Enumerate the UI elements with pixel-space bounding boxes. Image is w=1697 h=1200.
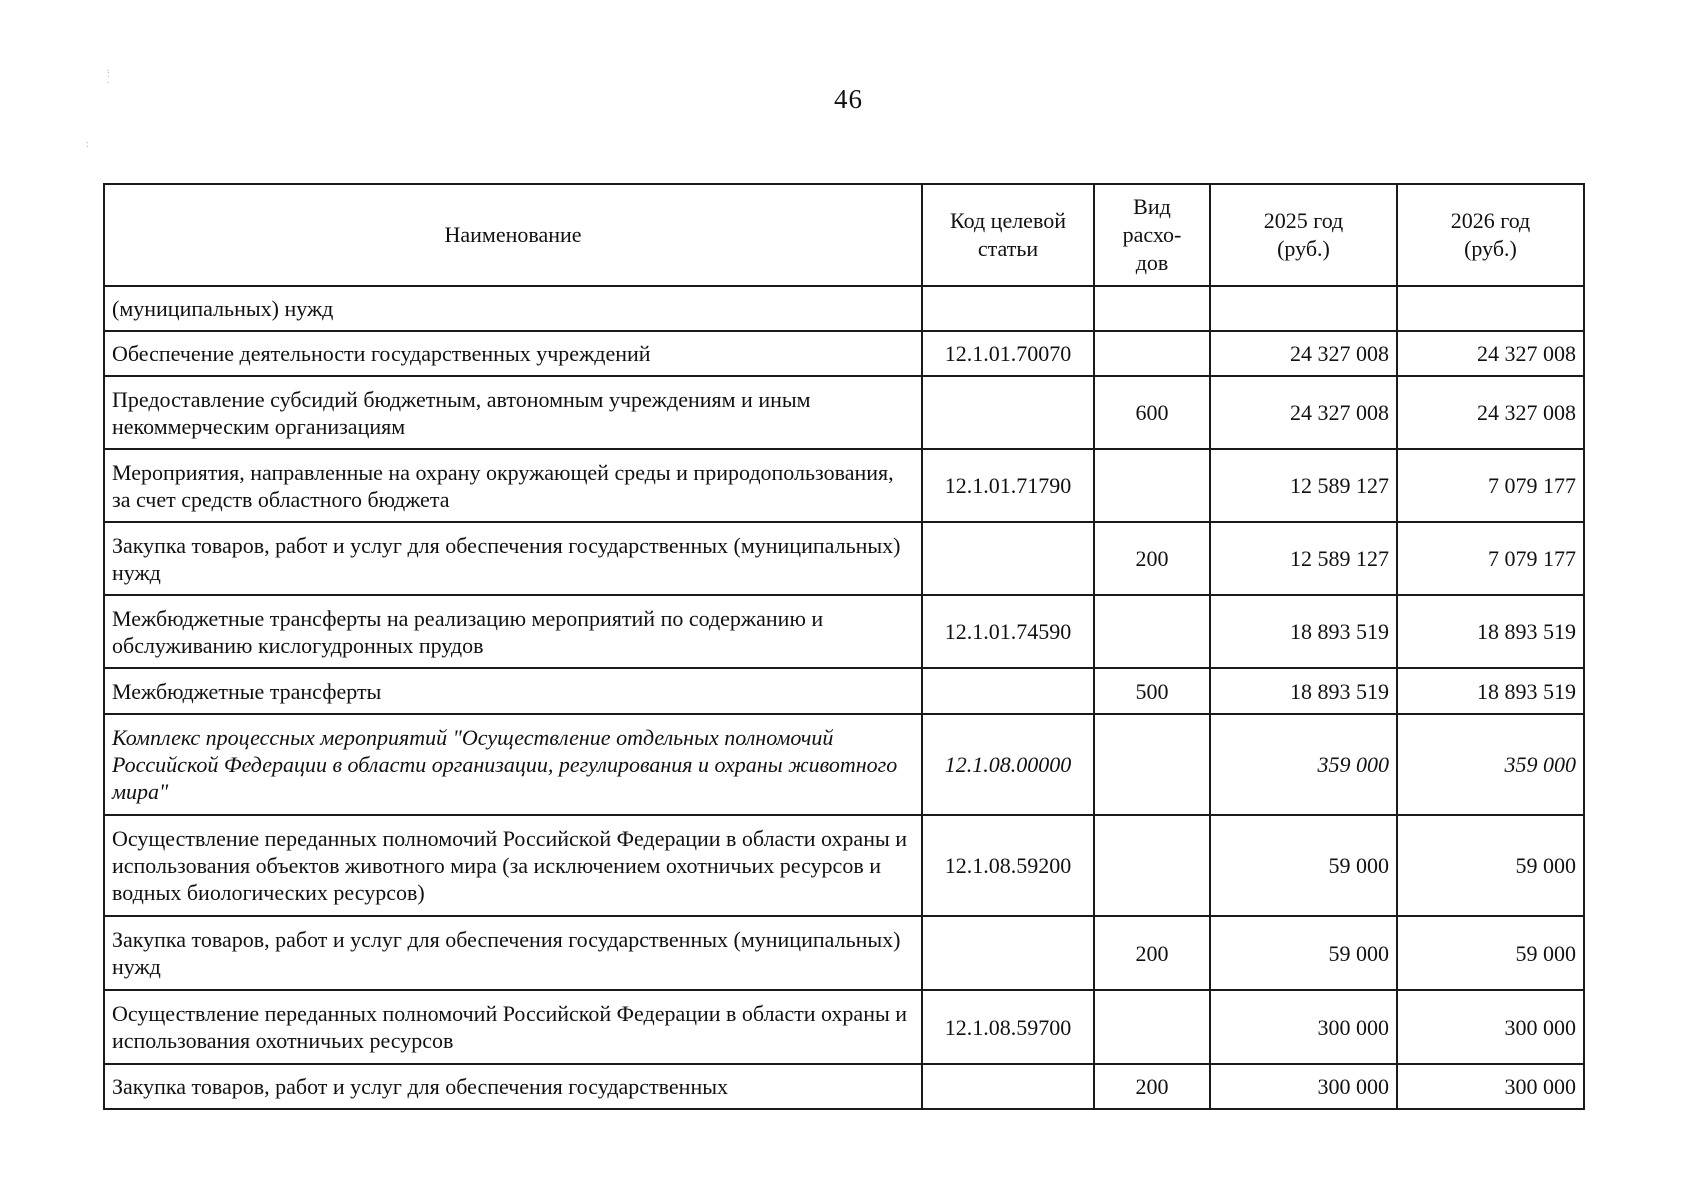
row-2026: 7 079 177 [1397, 522, 1584, 595]
row-2025: 24 327 008 [1210, 331, 1397, 376]
header-code: Код целевой статьи [922, 184, 1094, 286]
row-2025: 18 893 519 [1210, 668, 1397, 714]
table-row [104, 916, 1584, 990]
table-row [104, 714, 1584, 815]
row-name: Осуществление переданных полномочий Российской Федерации в области охраны и использования охотничьих ресурсов [104, 990, 922, 1064]
row-name: (муниципальных) нужд [104, 286, 922, 331]
row-name: Межбюджетные трансферты [104, 668, 922, 714]
row-code [922, 522, 1094, 595]
row-2025: 359 000 [1210, 714, 1397, 815]
row-2025 [1210, 286, 1397, 331]
budget-table [103, 183, 1585, 1110]
row-code: 12.1.08.59200 [922, 815, 1094, 916]
header-name: Наименование [104, 184, 922, 286]
header-2026: 2026 год (руб.) [1397, 184, 1584, 286]
page-number: 46 [834, 84, 863, 114]
row-2025: 300 000 [1210, 990, 1397, 1064]
row-kind [1094, 714, 1210, 815]
row-kind: 200 [1094, 916, 1210, 990]
row-2025: 18 893 519 [1210, 595, 1397, 668]
row-code: 12.1.08.00000 [922, 714, 1094, 815]
row-2026: 300 000 [1397, 990, 1584, 1064]
row-2026: 359 000 [1397, 714, 1584, 815]
row-kind [1094, 815, 1210, 916]
header-kind: Вид расхо- дов [1094, 184, 1210, 286]
row-name: Осуществление переданных полномочий Российской Федерации в области охраны и использования объектов животного мира (за исключением охотничьих ресурсов и водных биологических ресурсов) [104, 815, 922, 916]
table-row [104, 990, 1584, 1064]
row-2025: 59 000 [1210, 916, 1397, 990]
row-2026: 24 327 008 [1397, 376, 1584, 449]
table-row [104, 376, 1584, 449]
row-name: Закупка товаров, работ и услуг для обеспечения государственных (муниципальных) нужд [104, 522, 922, 595]
scan-artifact: : [86, 139, 89, 150]
row-code [922, 1064, 1094, 1109]
row-2026: 59 000 [1397, 916, 1584, 990]
table-row [104, 449, 1584, 522]
row-2026: 59 000 [1397, 815, 1584, 916]
row-2025: 24 327 008 [1210, 376, 1397, 449]
row-kind [1094, 331, 1210, 376]
row-2026 [1397, 286, 1584, 331]
row-name: Закупка товаров, работ и услуг для обеспечения государственных [104, 1064, 922, 1109]
row-code [922, 376, 1094, 449]
row-2026: 18 893 519 [1397, 668, 1584, 714]
table-row [104, 668, 1584, 714]
row-name: Обеспечение деятельности государственных учреждений [104, 331, 922, 376]
row-kind [1094, 449, 1210, 522]
row-code [922, 286, 1094, 331]
row-2025: 300 000 [1210, 1064, 1397, 1109]
header-2025: 2025 год (руб.) [1210, 184, 1397, 286]
row-code: 12.1.01.71790 [922, 449, 1094, 522]
row-kind: 200 [1094, 522, 1210, 595]
table-row [104, 286, 1584, 331]
row-kind [1094, 286, 1210, 331]
row-name: Закупка товаров, работ и услуг для обеспечения государственных (муниципальных) нужд [104, 916, 922, 990]
row-name: Межбюджетные трансферты на реализацию мероприятий по содержанию и обслуживанию кислогудронных прудов [104, 595, 922, 668]
row-name: Предоставление субсидий бюджетным, автономным учреждениям и иным некоммерческим организациям [104, 376, 922, 449]
row-kind: 200 [1094, 1064, 1210, 1109]
table-row [104, 331, 1584, 376]
row-kind [1094, 595, 1210, 668]
row-code: 12.1.08.59700 [922, 990, 1094, 1064]
row-name: Мероприятия, направленные на охрану окружающей среды и природопользования, за счет средств областного бюджета [104, 449, 922, 522]
row-code: 12.1.01.70070 [922, 331, 1094, 376]
row-2026: 300 000 [1397, 1064, 1584, 1109]
row-kind [1094, 990, 1210, 1064]
row-2026: 18 893 519 [1397, 595, 1584, 668]
row-2025: 12 589 127 [1210, 522, 1397, 595]
row-2025: 12 589 127 [1210, 449, 1397, 522]
table-row [104, 1064, 1584, 1109]
table-row [104, 815, 1584, 916]
table-body [104, 286, 1584, 1109]
row-kind: 600 [1094, 376, 1210, 449]
table-row [104, 522, 1584, 595]
row-code: 12.1.01.74590 [922, 595, 1094, 668]
scan-artifact: . : . [107, 63, 110, 86]
row-2025: 59 000 [1210, 815, 1397, 916]
row-2026: 7 079 177 [1397, 449, 1584, 522]
table-header-row [104, 184, 1584, 286]
row-code [922, 916, 1094, 990]
row-kind: 500 [1094, 668, 1210, 714]
row-2026: 24 327 008 [1397, 331, 1584, 376]
table-row [104, 595, 1584, 668]
row-name: Комплекс процессных мероприятий "Осуществление отдельных полномочий Российской Федерации в области организации, регулирования и охраны животного мира" [104, 714, 922, 815]
row-code [922, 668, 1094, 714]
